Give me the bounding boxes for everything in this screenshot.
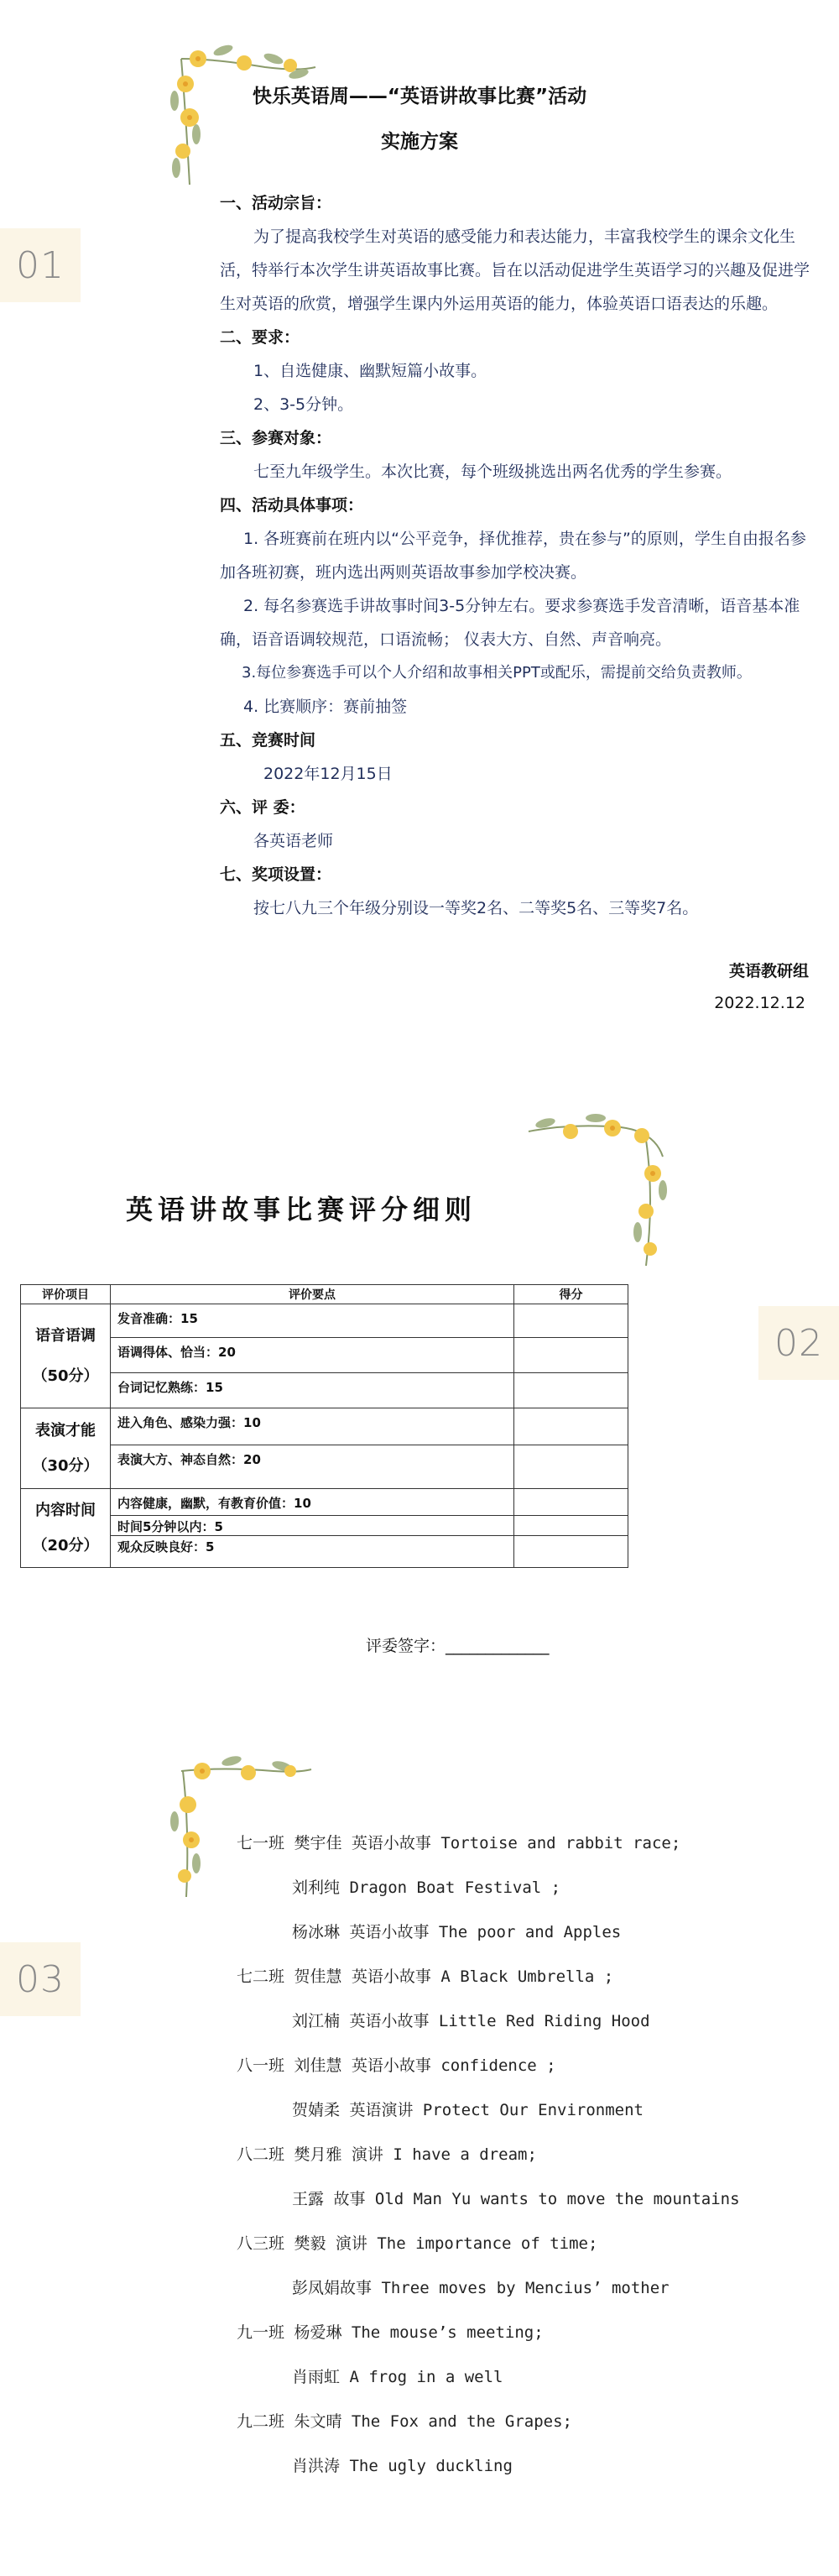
judge-signature: 评委签字：_____________ [366, 1637, 550, 1655]
list-item: 八二班 樊月雅 演讲 I have a dream; [237, 2145, 537, 2164]
participants-text: 七至九年级学生。本次比赛，每个班级挑选出两名优秀的学生参赛。 [253, 462, 732, 481]
plan-subtitle: 实施方案 [381, 131, 458, 153]
table-row [21, 1489, 628, 1516]
detail-item: 2. 每名参赛选手讲故事时间3-5分钟左右。要求参赛选手发音清晰，语音基本准确，语音语调较规范，口语流畅； 仪表大方、自然、声音响亮。 [220, 597, 800, 649]
heading-awards: 七、奖项设置： [220, 865, 332, 884]
scoring-title: 英语讲故事比赛评分细则 [126, 1194, 477, 1225]
plan-title: 快乐英语周——“英语讲故事比赛”活动 [252, 86, 587, 107]
score-cell [514, 1489, 628, 1516]
heading-purpose: 一、活动宗旨： [220, 194, 332, 212]
list-item: 肖洪涛 The ugly duckling [292, 2457, 513, 2475]
heading-participants: 三、参赛对象： [220, 429, 332, 447]
list-item: 七一班 樊宇佳 英语小故事 Tortoise and rabbit race; [237, 1834, 681, 1852]
criterion-cell: 台词记忆熟练：15 [111, 1373, 514, 1408]
flower-decoration-icon [164, 34, 324, 193]
heading-details: 四、活动具体事项： [220, 496, 364, 515]
category-points: （20分） [32, 1536, 99, 1554]
category-name: 语音语调 [35, 1326, 96, 1345]
list-item: 刘利纯 Dragon Boat Festival ; [292, 1878, 561, 1897]
table-row [21, 1536, 628, 1568]
table-row [21, 1516, 628, 1536]
list-item: 刘江楠 英语小故事 Little Red Riding Hood [292, 2012, 650, 2030]
category-cell [21, 1408, 111, 1489]
category-cell [21, 1489, 111, 1568]
table-header-row [21, 1285, 628, 1304]
category-name: 内容时间 [35, 1501, 96, 1519]
list-item: 八三班 樊毅 演讲 The importance of time; [237, 2234, 598, 2253]
list-item: 贺婧柔 英语演讲 Protect Our Environment [292, 2101, 644, 2119]
criterion-cell: 内容健康，幽默，有教育价值：10 [111, 1489, 514, 1516]
criterion-cell: 时间5分钟以内：5 [111, 1516, 514, 1536]
detail-item: 4. 比赛顺序：赛前抽签 [243, 698, 408, 716]
category-cell [21, 1304, 111, 1408]
category-name: 表演才能 [35, 1421, 96, 1440]
table-row [21, 1445, 628, 1489]
plan-date: 2022.12.12 [714, 994, 805, 1012]
detail-item: 1. 各班赛前在班内以“公平竞争，择优推荐，贵在参与”的原则，学生自由报名参加各班初赛，班内选出两则英语故事参加学校决赛。 [220, 530, 806, 582]
score-cell [514, 1408, 628, 1445]
organizer: 英语教研组 [728, 962, 809, 980]
score-cell [514, 1338, 628, 1373]
scoring-table [20, 1284, 628, 1568]
criterion-cell: 发音准确：15 [111, 1304, 514, 1338]
list-item: 彭凤娟故事 Three moves by Mencius’ mother [292, 2279, 670, 2297]
flower-decoration-icon [520, 1106, 680, 1274]
participant-list [237, 1821, 824, 2489]
table-header: 评价要点 [111, 1285, 514, 1304]
score-cell [514, 1516, 628, 1536]
list-item: 八一班 刘佳慧 英语小故事 confidence ; [237, 2056, 556, 2075]
plan-body [220, 186, 816, 925]
list-item: 王露 故事 Old Man Yu wants to move the mountains [292, 2190, 740, 2208]
score-cell [514, 1304, 628, 1338]
criterion-cell: 表演大方、神态自然：20 [111, 1445, 514, 1489]
criterion-cell: 进入角色、感染力强：10 [111, 1408, 514, 1445]
category-points: （50分） [32, 1366, 99, 1385]
list-item: 肖雨虹 A frog in a well [292, 2368, 503, 2386]
list-item: 七二班 贺佳慧 英语小故事 A Black Umbrella ; [237, 1967, 614, 1986]
score-cell [514, 1373, 628, 1408]
score-cell [514, 1536, 628, 1568]
heading-judges: 六、评 委： [220, 798, 305, 817]
detail-item: 3.每位参赛选手可以个人介绍和故事相关PPT或配乐，需提前交给负责教师。 [242, 664, 752, 682]
competition-date: 2022年12月15日 [263, 765, 393, 783]
awards-text: 按七八九三个年级分别设一等奖2名、二等奖5名、三等奖7名。 [253, 899, 699, 917]
requirement-item: 2、3-5分钟。 [253, 395, 354, 414]
table-row [21, 1304, 628, 1338]
list-item: 九一班 杨爱琳 The mouse’s meeting; [237, 2323, 544, 2342]
purpose-text: 为了提高我校学生对英语的感受能力和表达能力，丰富我校学生的课余文化生活，特举行本次学生讲英语故事比赛。旨在以活动促进学生英语学习的兴趣及促进学生对英语的欣赏，增强学生课内外运用英语的能力，体验英语口语表达的乐趣。 [220, 227, 810, 313]
criterion-cell: 语调得体、恰当：20 [111, 1338, 514, 1373]
section-badge-02: 02 [758, 1306, 839, 1380]
table-header: 评价项目 [21, 1285, 111, 1304]
judges-text: 各英语老师 [253, 832, 334, 850]
heading-requirements: 二、要求： [220, 328, 300, 347]
table-row [21, 1373, 628, 1408]
heading-time: 五、竞赛时间 [220, 731, 316, 750]
list-item: 杨冰琳 英语小故事 The poor and Apples [292, 1923, 622, 1941]
section-badge-01: 01 [0, 228, 81, 302]
table-header: 得分 [514, 1285, 628, 1304]
category-points: （30分） [32, 1456, 99, 1475]
list-item: 九二班 朱文晴 The Fox and the Grapes; [237, 2412, 572, 2431]
section-badge-03: 03 [0, 1942, 81, 2016]
table-row [21, 1408, 628, 1445]
requirement-item: 1、自选健康、幽默短篇小故事。 [253, 362, 487, 380]
table-row [21, 1338, 628, 1373]
score-cell [514, 1445, 628, 1489]
criterion-cell: 观众反映良好：5 [111, 1536, 514, 1568]
